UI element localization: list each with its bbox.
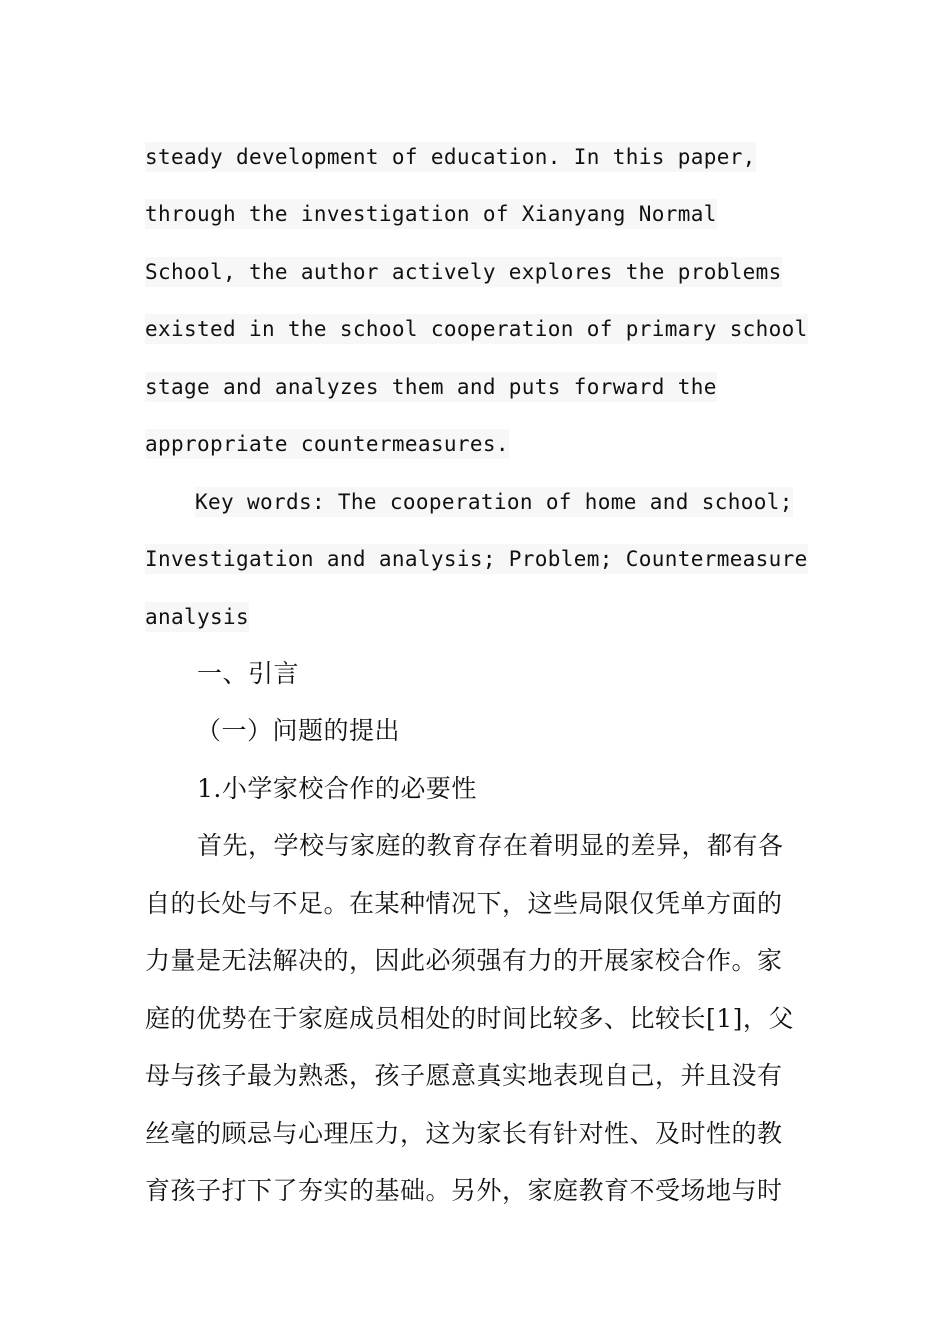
body-line-7: 育孩子打下了夯实的基础。另外，家庭教育不受场地与时 <box>145 1176 783 1205</box>
subsection-heading: （一）问题的提出 <box>196 716 401 745</box>
abstract-line-4: existed in the school cooperation of primary school <box>145 314 808 344</box>
abstract-line-6: appropriate countermeasures. <box>145 429 509 459</box>
body-line-2: 自的长处与不足。在某种情况下，这些局限仅凭单方面的 <box>145 889 783 918</box>
body-line-5: 母与孩子最为熟悉，孩子愿意真实地表现自己，并且没有 <box>145 1061 783 1090</box>
abstract-line-1: steady development of education. In this paper, <box>145 142 756 172</box>
keywords-line-3: analysis <box>145 602 249 632</box>
abstract-line-2: through the investigation of Xianyang Normal <box>145 199 717 229</box>
section-heading: 一、引言 <box>197 659 300 688</box>
item-heading: 1.小学家校合作的必要性 <box>197 774 477 803</box>
keywords-line-2: Investigation and analysis; Problem; Countermeasure <box>145 544 808 574</box>
abstract-line-5: stage and analyzes them and puts forward the <box>145 372 717 402</box>
keywords-line-1: Key words: The cooperation of home and school; <box>195 487 793 517</box>
abstract-line-3: School, the author actively explores the problems <box>145 257 782 287</box>
body-line-4: 庭的优势在于家庭成员相处的时间比较多、比较长[1]，父 <box>145 1004 794 1033</box>
body-line-6: 丝毫的顾忌与心理压力，这为家长有针对性、及时性的教 <box>145 1119 783 1148</box>
body-line-1: 首先，学校与家庭的教育存在着明显的差异，都有各 <box>197 831 784 860</box>
body-line-3: 力量是无法解决的，因此必须强有力的开展家校合作。家 <box>145 946 783 975</box>
